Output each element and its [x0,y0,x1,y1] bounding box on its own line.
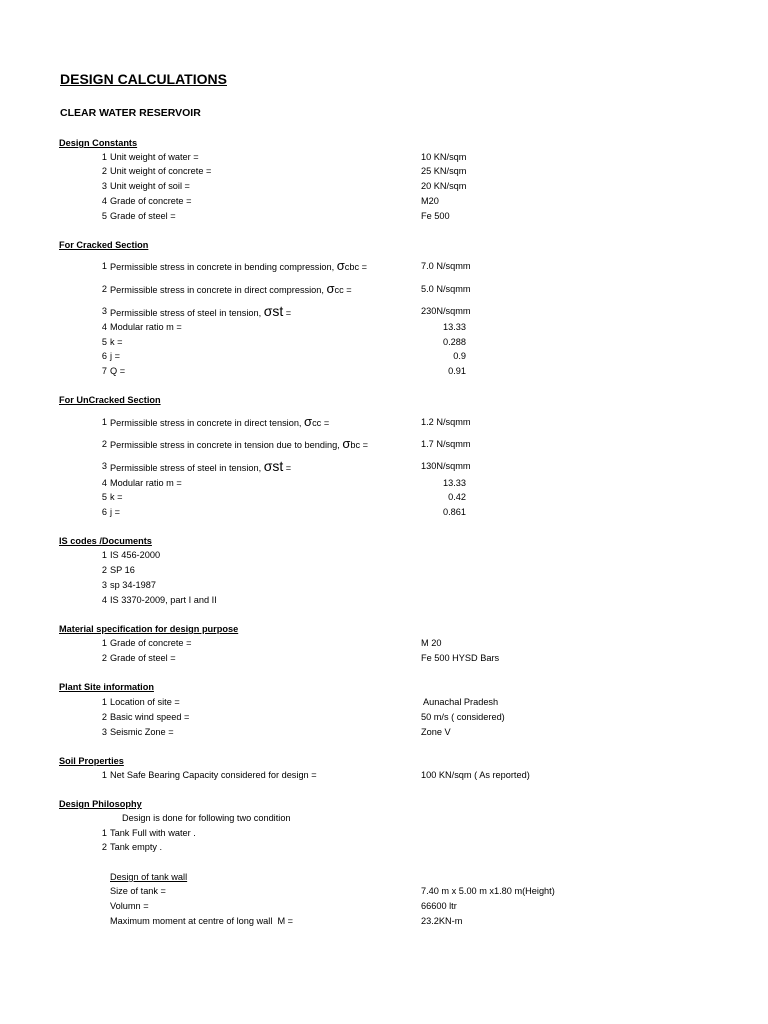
sigma-symbol: σ [342,436,351,451]
item-label: Tank empty . [110,842,163,852]
document-subtitle: CLEAR WATER RESERVOIR [60,107,201,119]
item-number: 5 [101,337,107,347]
item-number: 2 [101,284,107,294]
list-item [0,414,768,431]
item-value: 20 KN/sqm [421,181,467,191]
item-number: 4 [101,478,107,488]
list-item [0,458,768,475]
item-label: Permissible stress in concrete in tension due to bending, σbc = [110,436,369,451]
item-label: Grade of concrete = [110,638,192,648]
item-value: 50 m/s ( considered) [421,712,505,722]
item-value: 10 KN/sqm [421,152,467,162]
item-value: M20 [421,196,439,206]
list-item [0,436,768,453]
philosophy-intro: Design is done for following two condition [122,813,291,823]
list-item [0,181,768,195]
item-label: Basic wind speed = [110,712,190,722]
item-value: 7.40 m x 5.00 m x1.80 m(Height) [421,886,555,896]
item-number: 6 [101,351,107,361]
item-number: 2 [101,565,107,575]
list-item [0,916,768,930]
item-label: IS 456-2000 [110,550,161,560]
list-item [0,322,768,336]
sigma-symbol: σ [336,258,345,273]
item-value: 66600 ltr [421,901,457,911]
list-item [0,196,768,210]
document-title: DESIGN CALCULATIONS [60,71,227,87]
item-number: 2 [101,439,107,449]
item-number: 1 [101,770,107,780]
item-value: 1.7 N/sqmm [421,439,471,449]
item-value: 0.91 [448,366,466,376]
item-number: 4 [101,595,107,605]
item-label: j = [110,507,120,517]
item-label: Seismic Zone = [110,727,174,737]
item-number: 5 [101,492,107,502]
item-value: 5.0 N/sqmm [421,284,471,294]
item-label: Size of tank = [110,886,166,896]
list-item [0,638,768,652]
item-number: 1 [101,261,107,271]
list-item [0,337,768,351]
sigma-st-symbol: σst [263,458,284,474]
list-item [0,492,768,506]
list-item [0,712,768,726]
item-label: j = [110,351,120,361]
item-value: 0.861 [443,507,466,517]
item-label: Permissible stress of steel in tension, σst = [110,458,292,474]
item-label: Tank Full with water . [110,828,196,838]
list-item [0,211,768,225]
item-label: Modular ratio m = [110,478,182,488]
item-label: Unit weight of concrete = [110,166,212,176]
list-item [0,697,768,711]
item-number: 2 [101,653,107,663]
section-heading-uncracked: For UnCracked Section [59,395,161,405]
paragraph [0,813,768,827]
item-label: k = [110,337,123,347]
list-item [0,580,768,594]
list-item [0,478,768,492]
subsection-heading-tank-wall: Design of tank wall [110,872,188,882]
item-label: Grade of steel = [110,653,176,663]
item-label: Q = [110,366,126,376]
item-number: 1 [101,417,107,427]
section-heading-is-codes: IS codes /Documents [59,536,152,546]
item-value: 0.288 [443,337,466,347]
item-label: Unit weight of soil = [110,181,190,191]
item-number: 2 [101,842,107,852]
item-label: IS 3370-2009, part I and II [110,595,217,605]
list-item [0,653,768,667]
list-item [0,152,768,166]
item-number: 3 [101,306,107,316]
item-label: Grade of concrete = [110,196,192,206]
item-label: Permissible stress in concrete in bending compression, σcbc = [110,258,367,273]
item-value: Fe 500 [421,211,450,221]
list-item [0,507,768,521]
item-label: Maximum moment at centre of long wall M = [110,916,294,926]
item-label: SP 16 [110,565,135,575]
list-item [0,351,768,365]
item-value: Aunachal Pradesh [421,697,499,707]
item-label: Volumn = [110,901,149,911]
list-item [0,281,768,298]
item-number: 1 [101,550,107,560]
item-value: 23.2KN-m [421,916,463,926]
section-heading-philosophy: Design Philosophy [59,799,142,809]
item-value: 0.42 [448,492,466,502]
list-item [0,166,768,180]
item-label: sp 34-1987 [110,580,156,590]
item-label: Unit weight of water = [110,152,199,162]
item-label: Location of site = [110,697,180,707]
list-item [0,901,768,915]
list-item [0,258,768,275]
item-number: 5 [101,211,107,221]
item-value: 13.33 [443,478,466,488]
sigma-symbol: σ [326,281,335,296]
item-number: 2 [101,166,107,176]
list-item [0,828,768,842]
item-value: 7.0 N/sqmm [421,261,471,271]
item-value: 13.33 [443,322,466,332]
list-item [0,303,768,320]
item-value: 100 KN/sqm ( As reported) [421,770,530,780]
section-heading-plant-site: Plant Site information [59,682,154,692]
item-number: 1 [101,697,107,707]
list-item [0,366,768,380]
item-value: 0.9 [453,351,466,361]
list-item [0,565,768,579]
item-label: Permissible stress in concrete in direct compression, σcc = [110,281,352,296]
item-number: 2 [101,712,107,722]
list-item [0,842,768,856]
item-number: 1 [101,828,107,838]
item-number: 3 [101,461,107,471]
item-value: Zone V [421,727,451,737]
section-heading-material: Material specification for design purpose [59,624,239,634]
item-label: Permissible stress of steel in tension, σst = [110,303,292,319]
item-label: Permissible stress in concrete in direct tension, σcc = [110,414,330,429]
item-number: 7 [101,366,107,376]
item-number: 3 [101,580,107,590]
item-number: 4 [101,322,107,332]
list-item [0,550,768,564]
item-value: 230N/sqmm [421,306,471,316]
item-value: 25 KN/sqm [421,166,467,176]
item-value: 130N/sqmm [421,461,471,471]
section-heading-design-constants: Design Constants [59,138,138,148]
item-number: 3 [101,727,107,737]
item-label: Grade of steel = [110,211,176,221]
sigma-st-symbol: σst [263,303,284,319]
item-number: 1 [101,638,107,648]
list-item [0,770,768,784]
item-number: 4 [101,196,107,206]
list-item [0,886,768,900]
item-value: M 20 [421,638,442,648]
item-number: 6 [101,507,107,517]
item-label: k = [110,492,123,502]
item-value: 1.2 N/sqmm [421,417,471,427]
item-label: Modular ratio m = [110,322,182,332]
item-value: Fe 500 HYSD Bars [421,653,500,663]
sigma-symbol: σ [304,414,313,429]
item-number: 3 [101,181,107,191]
list-item [0,595,768,609]
list-item [0,727,768,741]
section-heading-soil: Soil Properties [59,756,124,766]
section-heading-cracked: For Cracked Section [59,240,149,250]
item-label: Net Safe Bearing Capacity considered for design = [110,770,317,780]
item-number: 1 [101,152,107,162]
